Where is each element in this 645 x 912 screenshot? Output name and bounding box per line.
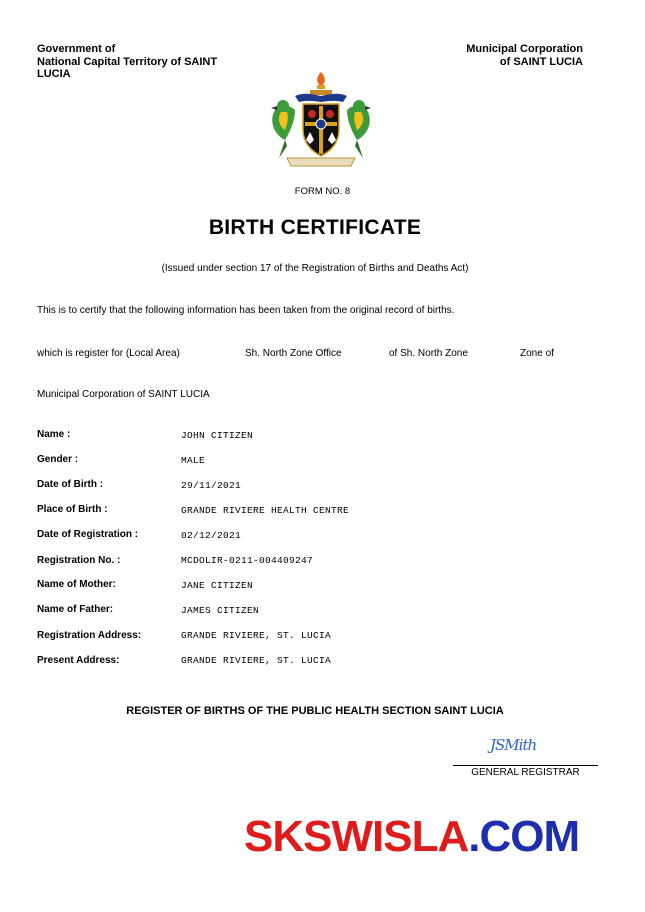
register-footer-title: REGISTER OF BIRTHS OF THE PUBLIC HEALTH SECTION SAINT LUCIA [126,705,504,717]
field-label-date-of-registration: Date of Registration : [37,529,139,540]
header-left-line1: Government of [37,43,116,55]
field-value-registration-address: GRANDE RIVIERE, ST. LUCIA [181,630,332,641]
header-right-line1: Municipal Corporation [466,43,583,55]
municipal-corporation-line: Municipal Corporation of SAINT LUCIA [37,389,210,400]
field-value-name-of-mother: JANE CITIZEN [181,580,254,591]
field-value-present-address: GRANDE RIVIERE, ST. LUCIA [181,655,332,666]
register-local-area-label: which is register for (Local Area) [37,348,180,359]
field-label-date-of-birth: Date of Birth : [37,479,104,490]
field-label-gender: Gender : [37,454,79,465]
header-municipal [403,43,583,68]
signature-line [453,765,598,766]
field-label-name: Name : [37,429,71,440]
field-label-present-address: Present Address: [37,655,120,666]
watermark-blue-text: .COM [468,812,580,861]
field-value-date-of-birth: 29/11/2021 [181,480,242,491]
issued-under-note: (Issued under section 17 of the Registration of Births and Deaths Act) [161,263,469,274]
page-title: BIRTH CERTIFICATE [208,216,422,239]
register-zone: of Sh. North Zone [389,348,468,359]
field-value-gender: MALE [181,455,206,466]
registrar-signature: JSMith [490,736,537,754]
saint-lucia-coat-of-arms-icon [265,70,377,170]
field-value-place-of-birth: GRANDE RIVIERE HEALTH CENTRE [181,505,350,516]
field-label-registration-address: Registration Address: [37,630,142,641]
registrar-label: GENERAL REGISTRAR [471,767,580,778]
header-government [37,43,237,81]
field-value-date-of-registration: 02/12/2021 [181,530,242,541]
field-value-name: JOHN CITIZEN [181,430,254,441]
certify-statement: This is to certify that the following information has been taken from the original record of births. [37,305,455,316]
header-right-line2: of SAINT LUCIA [499,55,583,68]
register-zone-office: Sh. North Zone Office [245,348,342,359]
field-value-registration-no: MCDOLIR-0211-004409247 [181,555,314,566]
field-label-place-of-birth: Place of Birth : [37,504,108,515]
field-value-name-of-father: JAMES CITIZEN [181,605,260,616]
header-left-line3: LUCIA [37,68,71,80]
site-watermark [244,812,579,862]
register-zone-of: Zone of [520,348,554,359]
form-number: FORM NO. 8 [294,186,351,197]
watermark-red-text: SKSWISLA [244,812,469,861]
header-left-line2: National Capital Territory of SAINT [37,55,218,68]
field-label-registration-no: Registration No. : [37,555,121,566]
field-label-name-of-mother: Name of Mother: [37,579,116,590]
field-label-name-of-father: Name of Father: [37,604,114,615]
